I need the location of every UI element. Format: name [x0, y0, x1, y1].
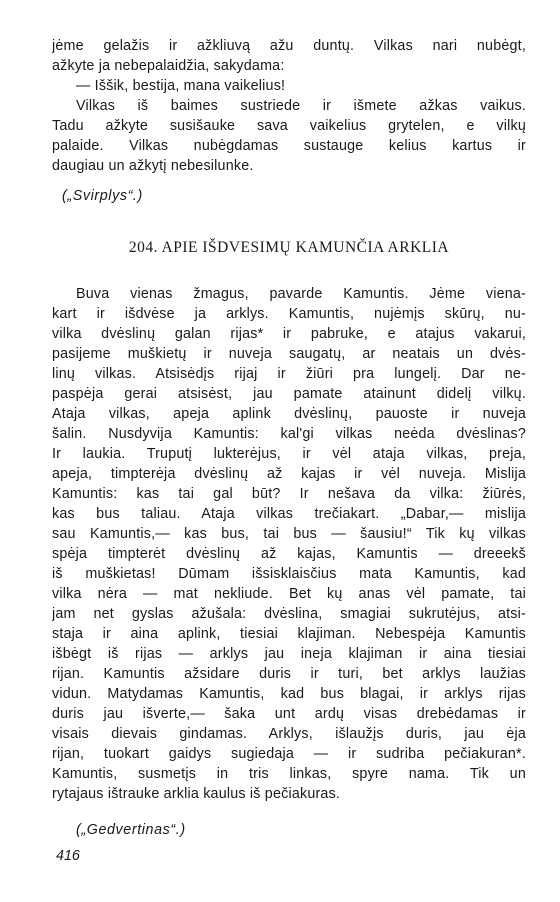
story-ending: [52, 36, 526, 176]
book-page: [52, 36, 526, 866]
text-line: duris jau išverte,— šaka unt ardų visas drebėdamas ir: [52, 706, 526, 722]
text-line: Buva vienas žmagus, pavarde Kamuntis. Jėme viena-: [76, 286, 526, 302]
text-line: Ataja vilkas, apeja aplink dvėslinų, pauoste ir nuveja: [52, 406, 526, 422]
text-line: linų vilkas. Atsisėdįs rijaj ir žiūri pra lungelį. Dar ne-: [52, 366, 526, 382]
page-number: 416: [56, 848, 80, 864]
text-line: rytajaus ištrauke arklia kaulus iš pečiakuras.: [52, 786, 341, 802]
text-line: vilka dvėslinų galan rijas* ir pabruke, e atajus vakarui,: [52, 326, 526, 342]
source-citation: („Svirplys“.): [62, 188, 143, 204]
text-line: vilka nėra — mat nekliude. Bet kų anas vėl pamate, tai: [52, 586, 526, 602]
text-line: jėme gelažis ir ažkliuvą ažu duntų. Vilkas nari nubėgt,: [52, 38, 526, 54]
text-line: vidun. Matydamas Kamuntis, kad bus blagai, ir arklys rijas: [52, 686, 526, 702]
text-line: daugiau un ažkytį nebesilunke.: [52, 158, 254, 174]
text-line: kart ir išdvėse ja arklys. Kamuntis, nujėmįs skūrų, nu-: [52, 306, 526, 322]
text-line: staja ir aina aplink, tiesiai klajiman. Nebespėja Kamuntis: [52, 626, 526, 642]
story-body: [52, 284, 526, 804]
text-line: jam net gyslas ažušala: dvėslina, smagiai sukrutėjus, atsi-: [52, 606, 526, 622]
text-line: Ir laukia. Truputį lukterėjus, ir vėl ataja vilkas, preja,: [52, 446, 526, 462]
text-line: visais dievais gindamas. Arklys, išlaužįs duris, jau ėja: [52, 726, 526, 742]
text-line: palaide. Vilkas nubėgdamas sustauge kelius kartus ir: [52, 138, 526, 154]
text-line: šalin. Nusdyvija Kamuntis: kal'gi vilkas neėda dvėslinas?: [52, 426, 526, 442]
text-line: kas bus taliau. Ataja vilkas trečiakart. „Dabar,— mislija: [52, 506, 526, 522]
text-line: spėja timpterėt dvėslinų až kajas, Kamuntis — dreeekš: [52, 546, 526, 562]
text-line: išbėgt iš rijas — arklys jau ineja klajiman ir aina tiesiai: [52, 646, 526, 662]
source-citation-2: („Gedvertinas“.): [76, 822, 186, 838]
story-heading: 204. APIE IŠDVESIMŲ KAMUNČIA ARKLIA: [128, 239, 450, 256]
text-line: rijan. Kamuntis ažsidare duris ir turi, bet arklys laužias: [52, 666, 526, 682]
text-line: paspėja gerai atsisėst, jau pamate atainunt didelį vilkų.: [52, 386, 526, 402]
text-line: pasijeme muškietų ir nuveja saugatų, ar neatais un dvės-: [52, 346, 526, 362]
text-line: — Iššik, bestija, mana vaikelius!: [76, 78, 286, 94]
text-line: Vilkas iš baimes sustriede ir išmete ažkas vaikus.: [76, 98, 526, 114]
text-line: apeja, timpterėja dvėslinų až kajas ir vėl nuveja. Mislija: [52, 466, 526, 482]
text-line: Tadu ažkyte susišauke sava vaikelius grytelen, e vilkų: [52, 118, 526, 134]
text-line: Kamuntis: kas tai gal būt? Ir nešava da vilka: žiūrės,: [52, 486, 526, 502]
text-line: rijan, tuokart gaidys sugiedaja — ir sudriba pečiakuran*.: [52, 746, 526, 762]
text-line: Kamuntis, susmetįs in tris linkas, spyre nama. Tik un: [52, 766, 526, 782]
text-line: iš muškietas! Dūmam išsisklaisčius mata Kamuntis, kad: [52, 566, 526, 582]
text-line: sau Kamuntis,— kas bus, tai bus — šausiu!“ Tik kų vilkas: [52, 526, 526, 542]
text-line: ažkyte ja nebepalaidžia, sakydama:: [52, 58, 285, 74]
